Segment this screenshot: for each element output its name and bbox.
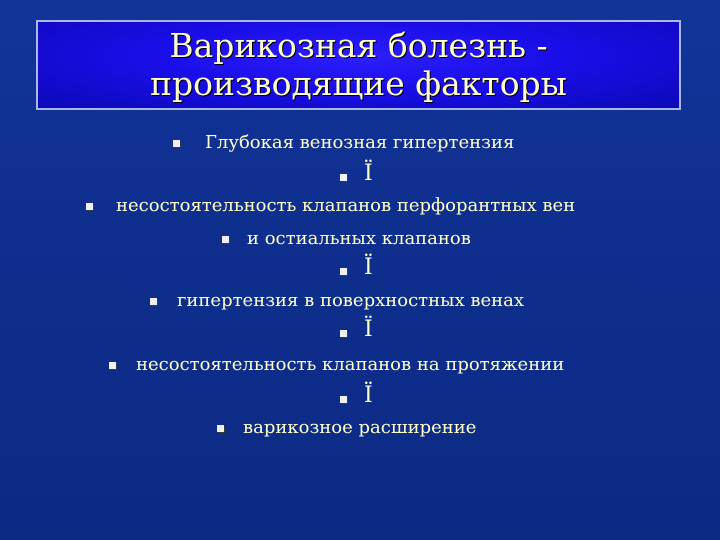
list-item-deep-venous-hypertension: Глубокая венозная гипертензия <box>205 132 515 153</box>
list-item-ostial-valves: и остиальных клапанов <box>247 228 471 249</box>
title-box <box>36 20 681 110</box>
bullet-icon <box>340 268 347 275</box>
list-item-valve-insufficiency-along-length: несостоятельность клапанов на протяжении <box>136 354 565 375</box>
bullet-icon <box>173 140 180 147</box>
list-item-perforator-valve-insufficiency: несостоятельность клапанов перфорантных вен <box>116 195 576 216</box>
arrow-down-icon: Ï <box>364 383 373 408</box>
list-item-superficial-vein-hypertension: гипертензия в поверхностных венах <box>177 290 524 311</box>
bullet-icon <box>340 330 347 337</box>
arrow-down-icon: Ï <box>364 317 373 342</box>
slide-title-line-2: производящие факторы <box>150 64 567 103</box>
arrow-down-icon: Ï <box>364 161 373 186</box>
bullet-icon <box>217 425 224 432</box>
arrow-down-icon: Ï <box>364 255 373 280</box>
bullet-icon <box>222 236 229 243</box>
bullet-icon <box>109 362 116 369</box>
slide-title-line-1: Варикозная болезнь - <box>169 26 548 65</box>
bullet-icon <box>150 298 157 305</box>
bullet-icon <box>86 203 93 210</box>
bullet-icon <box>340 174 347 181</box>
bullet-icon <box>340 396 347 403</box>
list-item-varicose-dilation: варикозное расширение <box>243 417 477 438</box>
